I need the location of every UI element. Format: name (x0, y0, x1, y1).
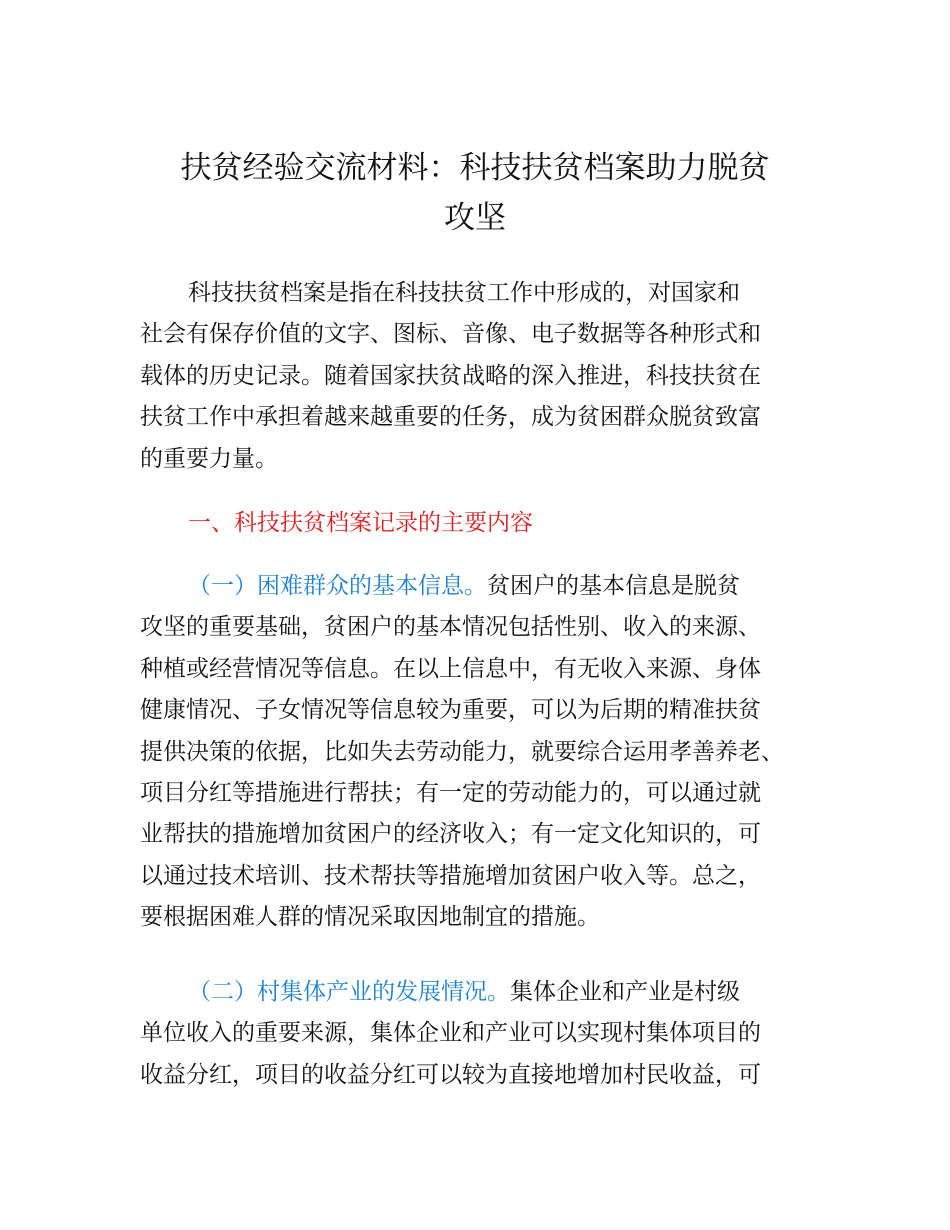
item-2-line: 单位收入的重要来源，集体企业和产业可以实现村集体项目的 (140, 1020, 761, 1047)
document-title (140, 143, 810, 243)
intro-paragraph (140, 273, 820, 480)
item-2-first-line (140, 972, 820, 1013)
intro-line: 科技扶贫档案是指在科技扶贫工作中形成的，对国家和 (188, 280, 740, 306)
intro-line: 的重要力量。 (140, 445, 278, 472)
item-1-line: 提供决策的依据，比如失去劳动能力，就要综合运用孝善养老、 (140, 738, 784, 765)
intro-line: 扶贫工作中承担着越来越重要的任务，成为贫困群众脱贫致富 (140, 404, 761, 431)
item-2-first-rest: 集体企业和产业是村级 (510, 979, 740, 1005)
item-1-label: （一）困难群众的基本信息。 (188, 573, 487, 599)
section-1-heading-block (140, 503, 820, 544)
intro-line: 社会有保存价值的文字、图标、音像、电子数据等各种形式和 (140, 321, 761, 348)
item-1-line: 以通过技术培训、技术帮扶等措施增加贫困户收入等。总之， (140, 862, 761, 889)
item-1-line: 要根据困难人群的情况采取因地制宜的措施。 (140, 904, 600, 931)
item-2-paragraph (140, 972, 820, 1096)
item-2-line: 收益分红，项目的收益分红可以较为直接地增加村民收益，可 (140, 1061, 761, 1088)
item-1-line: 攻坚的重要基础，贫困户的基本情况包括性别、收入的来源、 (140, 614, 761, 641)
section-1-heading: 一、科技扶贫档案记录的主要内容 (188, 510, 533, 536)
item-2-label: （二）村集体产业的发展情况。 (188, 979, 510, 1005)
item-1-paragraph (140, 566, 820, 939)
item-1-line: 项目分红等措施进行帮扶；有一定的劳动能力的，可以通过就 (140, 780, 761, 807)
intro-line: 载体的历史记录。随着国家扶贫战略的深入推进，科技扶贫在 (140, 362, 761, 389)
title-line-2: 攻坚 (444, 200, 506, 236)
title-line-1: 扶贫经验交流材料：科技扶贫档案助力脱贫 (180, 150, 770, 186)
item-1-first-rest: 贫困户的基本信息是脱贫 (487, 573, 740, 599)
item-1-line: 业帮扶的措施增加贫困户的经济收入；有一定文化知识的，可 (140, 821, 761, 848)
item-1-first-line (140, 566, 820, 607)
item-1-line: 健康情况、子女情况等信息较为重要，可以为后期的精准扶贫 (140, 697, 761, 724)
item-1-line: 种植或经营情况等信息。在以上信息中，有无收入来源、身体 (140, 655, 761, 682)
